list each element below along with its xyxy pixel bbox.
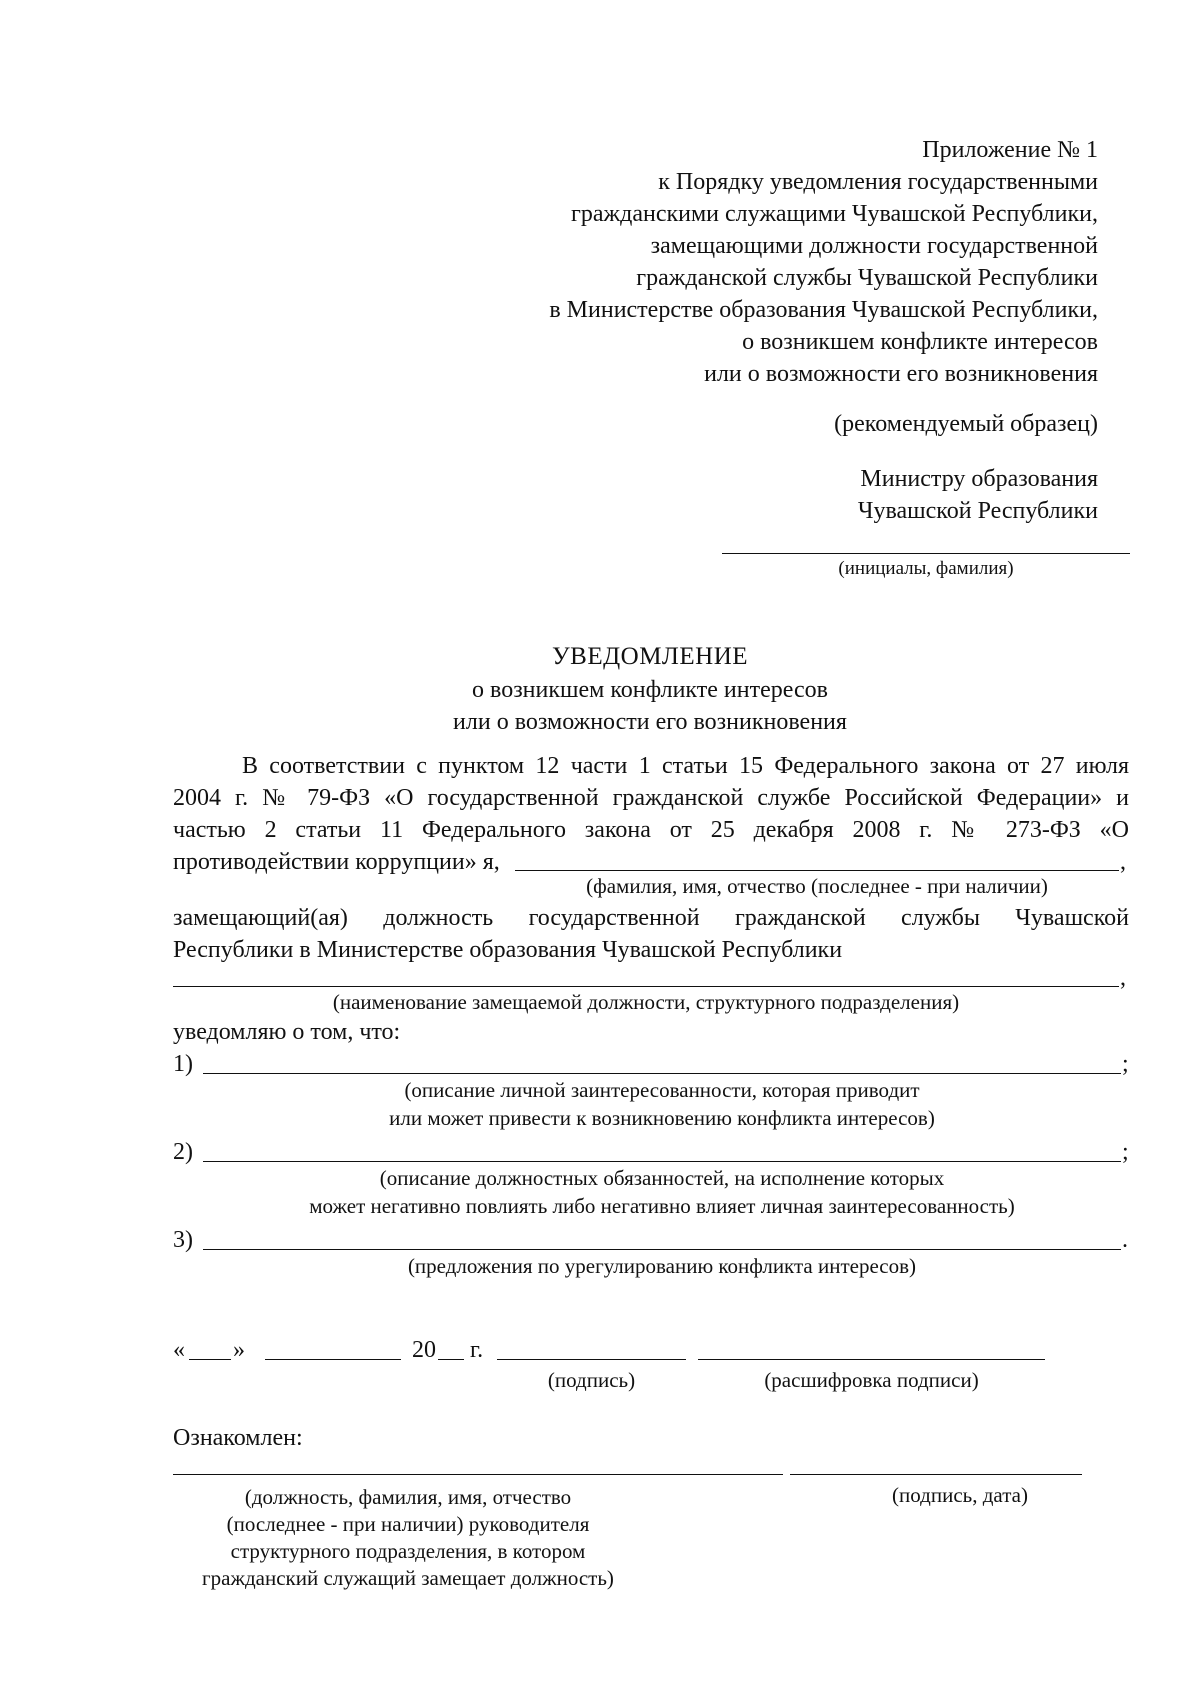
- acknowledged-right-caption: (подпись, дата): [892, 1483, 1028, 1507]
- sample-note: (рекомендуемый образец): [834, 411, 1098, 437]
- year-field-line[interactable]: [438, 1359, 464, 1360]
- addressee-name-line[interactable]: [722, 553, 1130, 554]
- signature-field-line[interactable]: [497, 1359, 686, 1360]
- addressee-line: Министру образования: [860, 466, 1098, 492]
- signature-decoding-field-line[interactable]: [698, 1359, 1045, 1360]
- acknowledged-left-caption: [173, 1484, 643, 1592]
- fio-field-line[interactable]: [515, 870, 1119, 871]
- position-line: замещающий(ая) должность государственной гражданской службы Чувашской: [173, 905, 1129, 931]
- item-1-field-line[interactable]: [203, 1073, 1121, 1074]
- year-suffix: г.: [470, 1337, 484, 1363]
- appendix-line: или о возможности его возникновения: [704, 361, 1098, 387]
- caption-line: (последнее - при наличии) руководителя: [226, 1512, 590, 1536]
- appendix-line: к Порядку уведомления государственными: [658, 169, 1098, 195]
- body-line: 2004 г. № 79-ФЗ «О государственной гражданской службе Российской Федерации» и: [173, 785, 1129, 811]
- addressee-line: Чувашской Республики: [857, 498, 1098, 524]
- position-line: Республики в Министерстве образования Чувашской Республики: [173, 937, 843, 963]
- heading-title: УВЕДОМЛЕНИЕ: [551, 643, 749, 670]
- body-line: противодействии коррупции» я,: [173, 849, 500, 875]
- position-comma: ,: [1120, 965, 1126, 991]
- day-field-line[interactable]: [189, 1359, 231, 1360]
- appendix-block: [398, 134, 1098, 390]
- appendix-number: Приложение № 1: [922, 137, 1098, 163]
- item-1-caption: или может привести к возникновению конфликта интересов): [389, 1106, 935, 1130]
- acknowledged-position-line[interactable]: [173, 1474, 783, 1475]
- item-2-caption: может негативно повлиять либо негативно влияет личная заинтересованность): [309, 1194, 1015, 1218]
- addressee-caption: (инициалы, фамилия): [838, 558, 1014, 579]
- notification-heading: [0, 640, 1200, 738]
- month-field-line[interactable]: [265, 1359, 401, 1360]
- year-prefix: 20: [412, 1337, 436, 1363]
- signature-decoding-caption: (расшифровка подписи): [764, 1368, 979, 1392]
- addressee-block: [598, 463, 1098, 527]
- body-line: В соответствии с пунктом 12 части 1 статьи 15 Федерального закона от 27 июля: [242, 753, 1129, 779]
- item-end-mark: ;: [1122, 1051, 1129, 1077]
- caption-line: гражданский служащий замещает должность): [202, 1566, 614, 1590]
- position-caption: (наименование замещаемой должности, структурного подразделения): [332, 990, 960, 1014]
- acknowledged-signature-line[interactable]: [790, 1474, 1082, 1475]
- appendix-line: гражданской службы Чувашской Республики: [636, 265, 1098, 291]
- item-number: 1): [173, 1051, 193, 1077]
- item-3-field-line[interactable]: [203, 1249, 1121, 1250]
- appendix-line: гражданскими служащими Чувашской Республики,: [571, 201, 1098, 227]
- body-line: частью 2 статьи 11 Федерального закона от 25 декабря 2008 г. № 273-ФЗ «О: [173, 817, 1129, 843]
- position-field-line[interactable]: [173, 986, 1119, 987]
- item-end-mark: ;: [1122, 1139, 1129, 1165]
- fio-comma: ,: [1120, 849, 1126, 875]
- item-number: 3): [173, 1227, 193, 1253]
- item-2-caption: (описание должностных обязанностей, на исполнение которых: [379, 1166, 945, 1190]
- notify-text: уведомляю о том, что:: [173, 1019, 401, 1045]
- appendix-line: замещающими должности государственной: [650, 233, 1098, 259]
- signature-caption: (подпись): [547, 1368, 636, 1392]
- fio-caption: (фамилия, имя, отчество (последнее - при наличии): [586, 874, 1048, 898]
- caption-line: (должность, фамилия, имя, отчество: [244, 1485, 572, 1509]
- heading-subtitle: о возникшем конфликте интересов: [472, 677, 828, 703]
- item-end-mark: .: [1122, 1227, 1128, 1253]
- item-1-caption: (описание личной заинтересованности, которая приводит: [404, 1078, 920, 1102]
- date-open-quote: «: [173, 1337, 185, 1363]
- heading-subtitle: или о возможности его возникновения: [453, 709, 847, 735]
- item-3-caption: (предложения по урегулированию конфликта интересов): [407, 1254, 917, 1278]
- date-close-quote: »: [233, 1337, 245, 1363]
- acknowledged-label: Ознакомлен:: [173, 1425, 303, 1451]
- appendix-line: в Министерстве образования Чувашской Республики,: [549, 297, 1098, 323]
- appendix-line: о возникшем конфликте интересов: [742, 329, 1098, 355]
- item-2-field-line[interactable]: [203, 1161, 1121, 1162]
- caption-line: структурного подразделения, в котором: [230, 1539, 586, 1563]
- item-number: 2): [173, 1139, 193, 1165]
